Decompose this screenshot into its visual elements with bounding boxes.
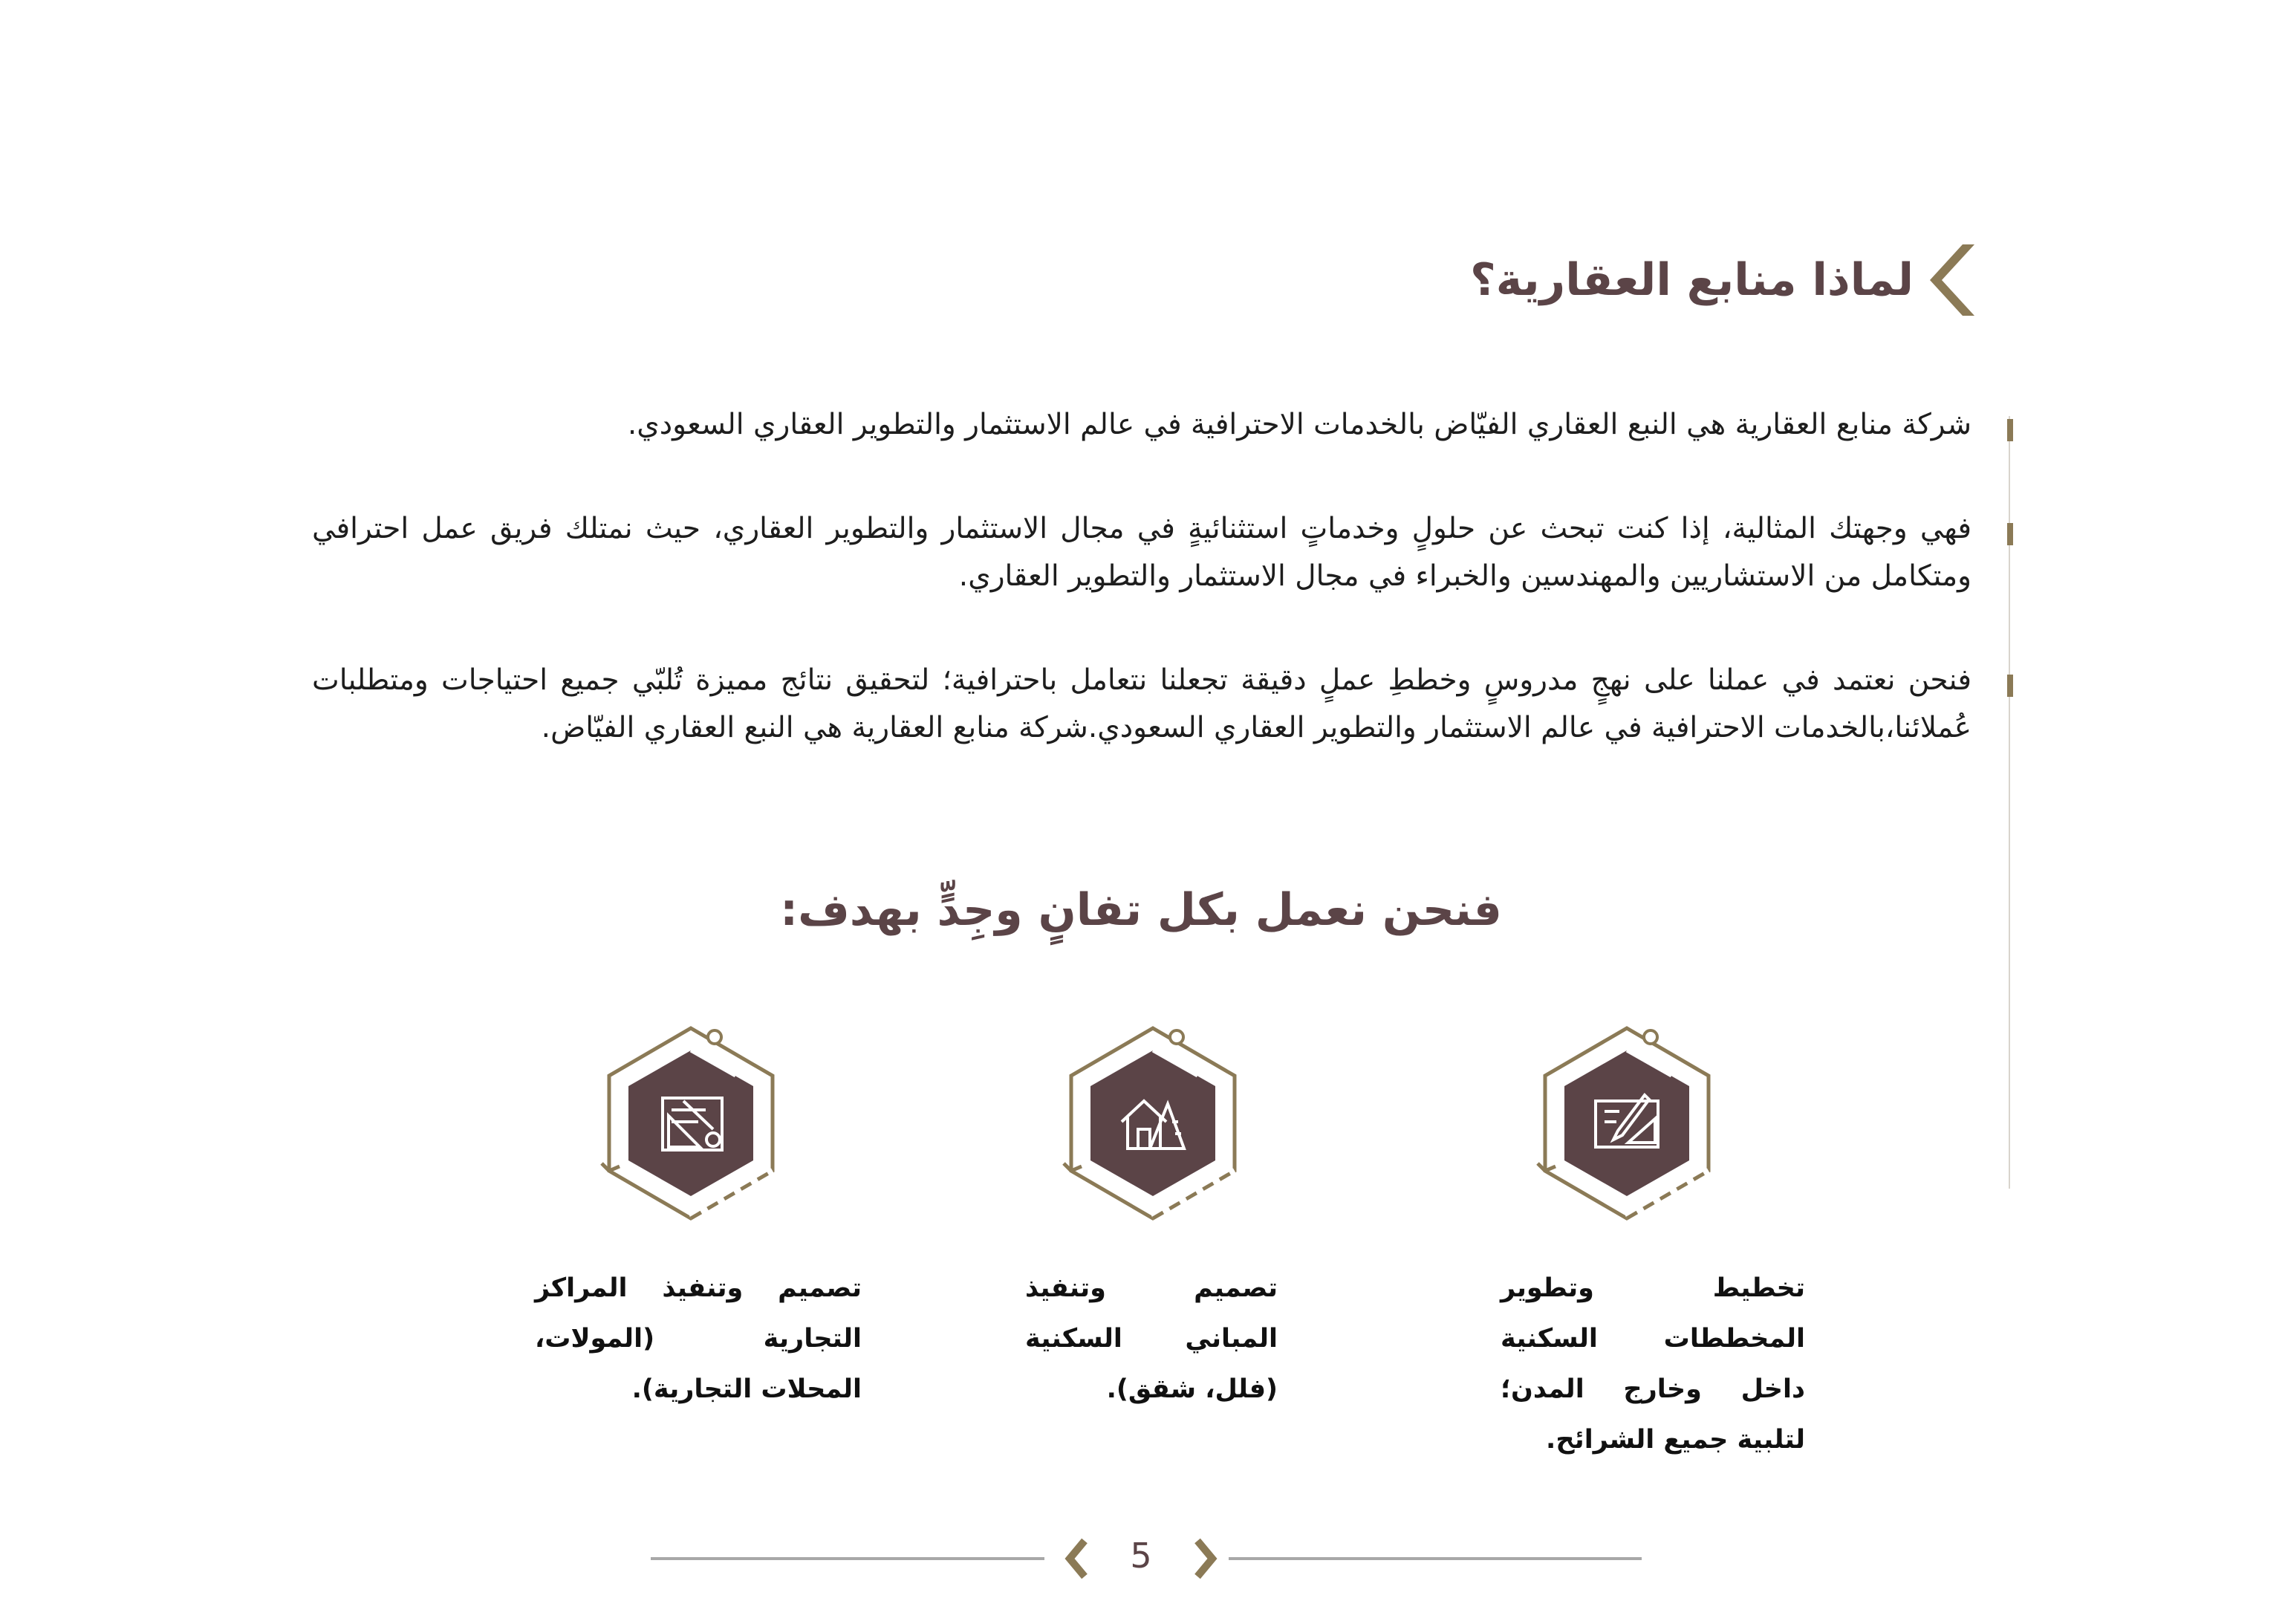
- intro-paragraph: [312, 401, 1976, 449]
- page-title: لماذا منابع العقارية؟: [1469, 254, 1914, 306]
- paragraph-text: شركة منابع العقارية هي النبع العقاري الفيّاض بالخدمات الاحترافية في عالم الاستثمار والتطوير العقاري السعودي.: [627, 408, 1971, 441]
- chevron-right-icon[interactable]: [1197, 1541, 1212, 1576]
- intro-paragraph: [312, 505, 1976, 600]
- footer-divider-left: [651, 1557, 1044, 1560]
- intro-section: [312, 401, 1976, 808]
- chevron-left-icon: [1925, 241, 1982, 319]
- service-text: تصميم وتنفيذ المباني السكنية (فلل، شقق).: [1025, 1273, 1278, 1404]
- paragraph-marker: [2007, 419, 2013, 441]
- service-text: تخطيط وتطوير المخططات السكنية داخل وخارج المدن؛ لتلبية جميع الشرائح.: [1501, 1273, 1805, 1455]
- section-heading: [1090, 241, 1982, 319]
- blueprint-pencil-icon: [1530, 1018, 1723, 1241]
- service-text: تصميم وتنفيذ المراكز التجارية (المولات، المحلات التجارية).: [535, 1273, 862, 1404]
- paragraph-text: فنحن نعتمد في عملنا على نهجٍ مدروسٍ وخططِ عملٍ دقيقة تجعلنا نتعامل باحترافية؛ لتحقيق نتائج مميزة تُلبّي جميع احتياجات ومتطلبات عُملائنا،بالخدمات الاحترافية في عالم الاستثمار والتطوير العقاري السعودي.شركة منابع العقارية هي النبع العقاري الفيّاض.: [312, 663, 1971, 744]
- page-number: 5: [1130, 1536, 1152, 1576]
- chevron-left-icon[interactable]: [1070, 1541, 1085, 1576]
- drafting-tools-icon: [594, 1018, 787, 1241]
- intro-paragraph: [312, 657, 1976, 752]
- footer-divider-right: [1229, 1557, 1642, 1560]
- services-row: [0, 1018, 2282, 1455]
- paragraph-marker: [2007, 675, 2013, 697]
- house-ruler-icon: [1056, 1018, 1249, 1241]
- goals-heading: فنحن نعمل بكل تفانٍ وجِدٍّ بهدف:: [780, 884, 1502, 936]
- paragraph-text: فهي وجهتك المثالية، إذا كنت تبحث عن حلولٍ وخدماتٍ استثنائيةٍ في مجال الاستثمار والتطوير العقاري، حيث نمتلك فريق عمل احترافي ومتكامل من الاستشاريين والمهندسين والخبراء في مجال الاستثمار والتطوير العقاري.: [312, 512, 1971, 593]
- paragraph-marker: [2007, 523, 2013, 545]
